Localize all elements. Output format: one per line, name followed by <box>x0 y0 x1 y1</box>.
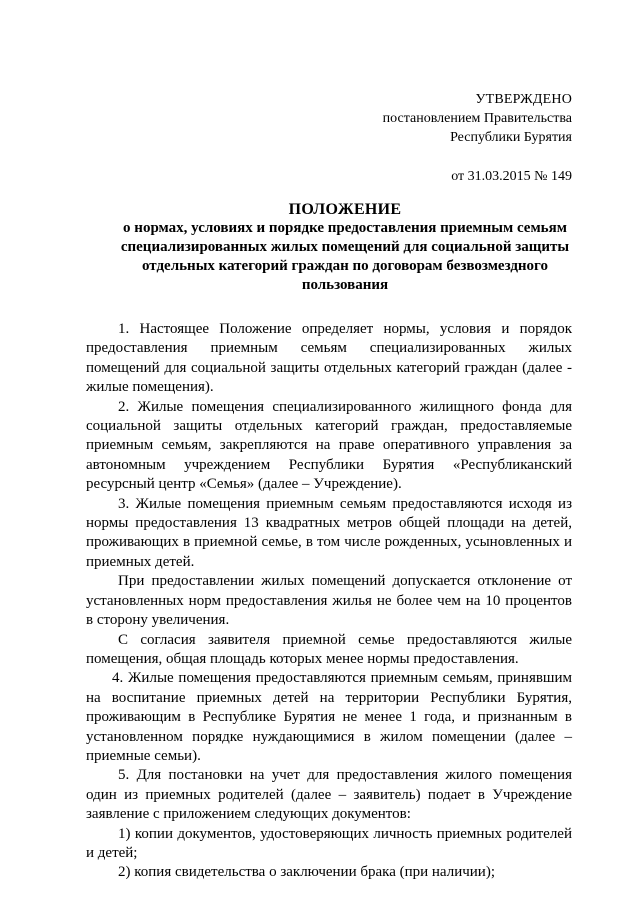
approval-heading: УТВЕРЖДЕНО <box>475 92 572 107</box>
document-title: ПОЛОЖЕНИЕ <box>288 201 402 218</box>
list-item-1: 1) копии документов, удостоверяющих личность приемных родителей и детей; <box>86 825 572 861</box>
document-subtitle: о нормах, условиях и порядке предоставления приемным семьям специализированных жилых помещений для социальной защиты отдельных категорий граждан по договорам безвозмездного пользования <box>120 220 570 293</box>
paragraph-5: 5. Для постановки на учет для предоставления жилого помещения один из приемных родителей (далее – заявитель) подает в Учреждение заявление с приложением следующих документов: <box>86 767 572 823</box>
document-title-block <box>100 200 590 295</box>
approval-date: от 31.03.2015 № 149 <box>451 169 572 184</box>
approval-stamp <box>383 90 572 186</box>
approval-region: Республики Бурятия <box>450 130 572 145</box>
paragraph-3: 3. Жилые помещения приемным семьям предоставляются исходя из нормы предоставления 13 квадратных метров общей площади на детей, проживающих в приемной семье, в том числе рожденных, усыновленных и приемных детей. <box>86 495 572 570</box>
approval-authority: постановлением Правительства <box>382 111 572 126</box>
paragraph-3-deviation: При предоставлении жилых помещений допускается отклонение от установленных норм предоставления жилья не более чем на 10 процентов в сторону увеличения. <box>86 573 572 629</box>
paragraph-2: 2. Жилые помещения специализированного жилищного фонда для социальной защиты отдельных категорий граждан, предоставляемые приемным семьям, закрепляются на праве оперативного управления за автономным учреждением Республики Бурятия «Республиканский ресурсный центр «Семья» (далее – Учреждение). <box>86 398 572 493</box>
paragraph-3-consent: С согласия заявителя приемной семье предоставляются жилые помещения, общая площадь которых менее нормы предоставления. <box>86 631 572 667</box>
paragraph-4: 4. Жилые помещения предоставляются приемным семьям, принявшим на воспитание приемных детей на территории Республики Бурятия, проживающим в Республике Бурятия не менее 1 года, и признанным в установленном порядке нуждающимися в жилом помещении (далее – приемные семьи). <box>86 670 572 764</box>
list-item-2: 2) копия свидетельства о заключении брака (при наличии); <box>118 864 495 881</box>
paragraph-1: 1. Настоящее Положение определяет нормы, условия и порядок предоставления приемным семьям специализированных жилых помещений для социальной защиты отдельных категорий граждан (далее - жилые помещения). <box>86 321 572 396</box>
document-body <box>86 320 572 883</box>
